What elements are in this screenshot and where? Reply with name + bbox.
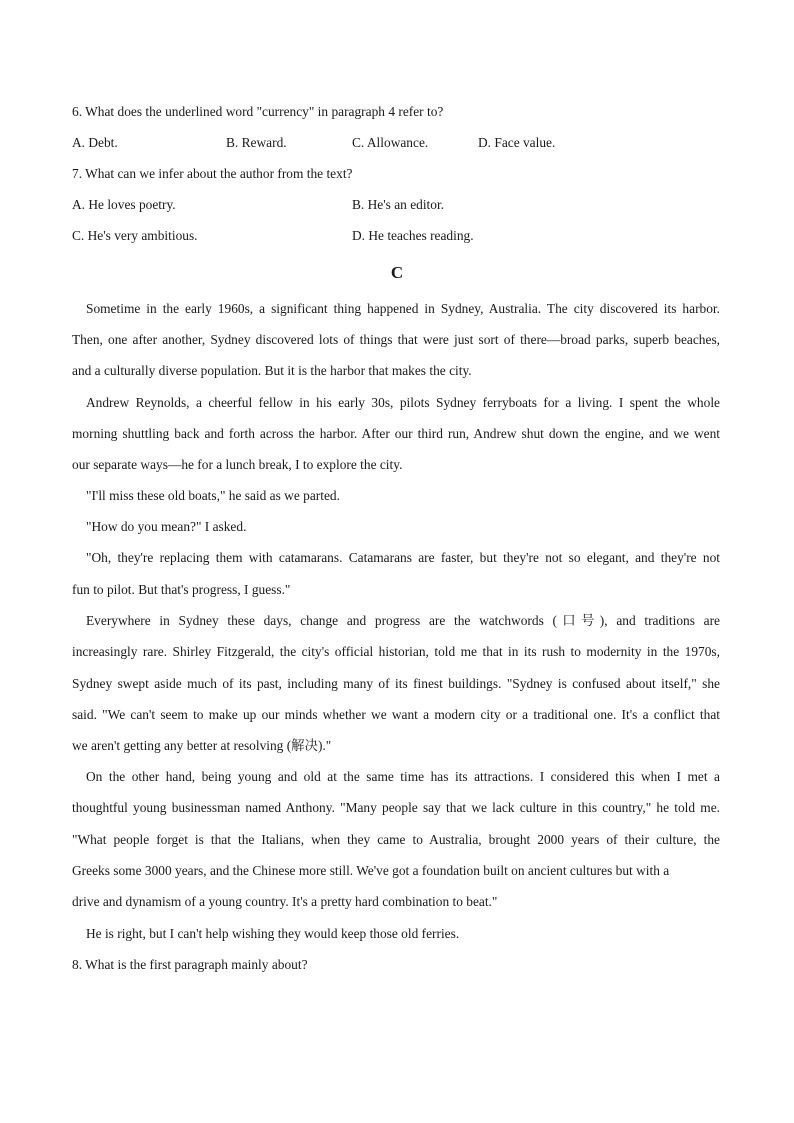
section-title: C: [390, 263, 404, 282]
question-7-stem: 7. What can we infer about the author from the text?: [72, 166, 353, 181]
passage-line: Sydney swept aside much of its past, including many of its finest buildings. "Sydney is confused about itself," she: [72, 676, 720, 691]
passage-line: said. "We can't seem to make up our minds whether we want a modern city or a traditional one. It's a conflict that: [72, 707, 720, 722]
passage-line: morning shuttling back and forth across the harbor. After our third run, Andrew shut down the engine, and we went: [72, 426, 720, 441]
passage-line: "What people forget is that the Italians, when they came to Australia, brought 2000 years of their culture, the: [72, 832, 720, 847]
question-6-stem: 6. What does the underlined word "currency" in paragraph 4 refer to?: [72, 104, 444, 119]
question-6-option-c: C. Allowance.: [352, 135, 429, 150]
question-6-option-d: D. Face value.: [478, 135, 556, 150]
passage-line: drive and dynamism of a young country. It's a pretty hard combination to beat.": [72, 894, 498, 909]
passage-line: Greeks some 3000 years, and the Chinese more still. We've got a foundation built on ancient cultures but with a: [72, 863, 670, 878]
passage-line: increasingly rare. Shirley Fitzgerald, the city's official historian, told me that in its rush to modernity in the 1970s,: [72, 644, 720, 659]
passage-line: and a culturally diverse population. But it is the harbor that makes the city.: [72, 363, 472, 378]
passage-line: On the other hand, being young and old at the same time has its attractions. I considered this when I met a: [86, 769, 720, 784]
passage-line: Andrew Reynolds, a cheerful fellow in his early 30s, pilots Sydney ferryboats for a living. I spent the whole: [86, 395, 720, 410]
passage-line: our separate ways—he for a lunch break, I to explore the city.: [72, 457, 403, 472]
passage-line: thoughtful young businessman named Anthony. "Many people say that we lack culture in this country," he told me.: [72, 800, 720, 815]
passage-line: "Oh, they're replacing them with catamarans. Catamarans are faster, but they're not so elegant, and they're not: [86, 550, 720, 565]
passage-line: Everywhere in Sydney these days, change and progress are the watchwords (口号), and traditions are: [86, 613, 720, 628]
passage-line: He is right, but I can't help wishing they would keep those old ferries.: [86, 926, 460, 941]
question-7-option-b: B. He's an editor.: [352, 197, 445, 212]
question-7-option-c: C. He's very ambitious.: [72, 228, 198, 243]
question-6-option-a: A. Debt.: [72, 135, 118, 150]
passage-line: "How do you mean?" I asked.: [86, 519, 247, 534]
question-6-option-b: B. Reward.: [226, 135, 287, 150]
question-8-stem: 8. What is the first paragraph mainly about?: [72, 957, 308, 972]
passage-line: Sometime in the early 1960s, a significant thing happened in Sydney, Australia. The city discovered its harbor.: [86, 301, 720, 316]
passage-line: Then, one after another, Sydney discovered lots of things that were just sort of there—broad parks, superb beaches,: [72, 332, 720, 347]
question-7-option-d: D. He teaches reading.: [352, 228, 474, 243]
passage-line: "I'll miss these old boats," he said as we parted.: [86, 488, 340, 503]
question-7-option-a: A. He loves poetry.: [72, 197, 176, 212]
passage-line: we aren't getting any better at resolving (解决).": [72, 738, 332, 753]
passage-line: fun to pilot. But that's progress, I guess.": [72, 582, 291, 597]
